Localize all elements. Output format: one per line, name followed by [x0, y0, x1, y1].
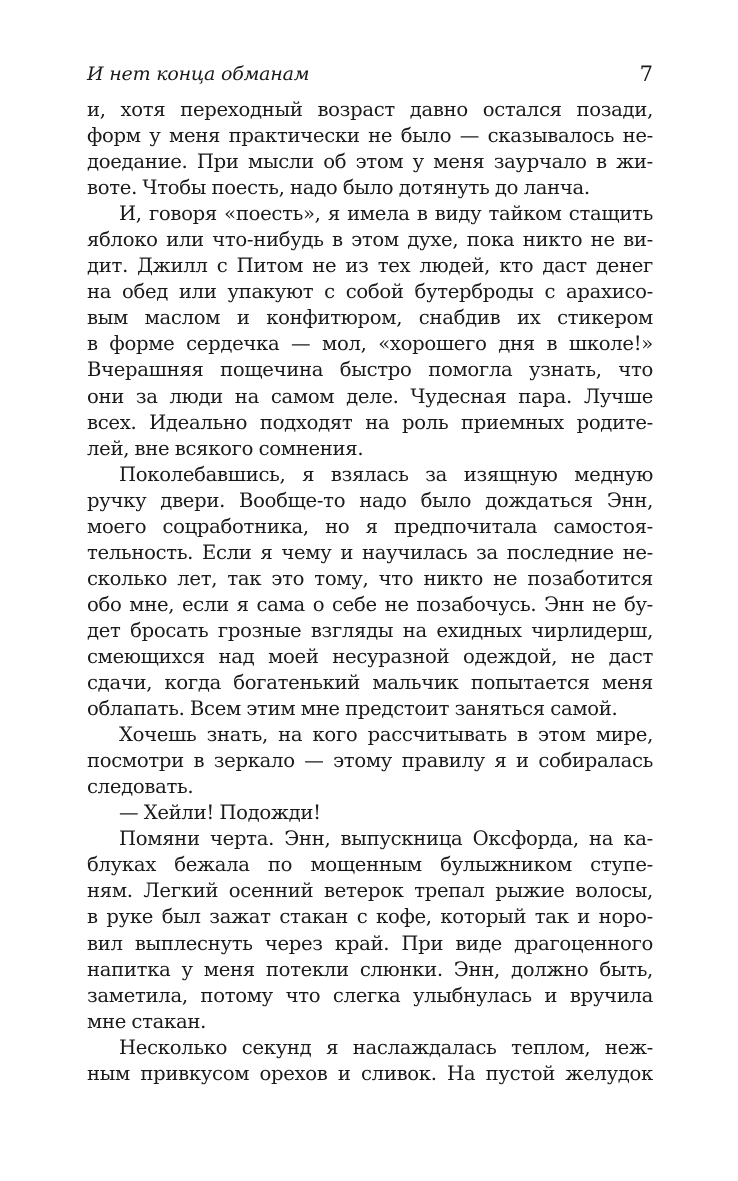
body-text	[87, 97, 653, 1087]
text-line: блуках бежала по мощенным булыжником ступе-	[87, 853, 653, 877]
text-line: лей, вне всякого сомнения.	[87, 436, 364, 460]
text-line: вым маслом и конфитюром, снабдив их стикером	[87, 306, 653, 330]
text-line: обо мне, если я сама о себе не позабочусь. Энн не бу-	[87, 592, 653, 616]
text-line: ручку двери. Вообще-то надо было дождаться Энн,	[87, 488, 653, 512]
text-line: Поколебавшись, я взялась за изящную медную	[119, 462, 653, 486]
running-head	[87, 60, 653, 88]
text-line: моего соцработника, но я предпочитала самостоя-	[87, 514, 653, 538]
running-title: И нет конца обманам	[87, 63, 310, 85]
text-line: — Хейли! Подожди!	[119, 801, 321, 825]
text-line: Помяни черта. Энн, выпускница Оксфорда, на ка-	[119, 827, 653, 851]
text-line: доедание. При мысли об этом у меня заурчало в жи-	[87, 150, 653, 174]
text-line: дит. Джилл с Питом не из тех людей, кто даст денег	[87, 254, 653, 278]
text-line: они за люди на самом деле. Чудесная пара. Лучше	[87, 384, 653, 408]
text-line: воте. Чтобы поесть, надо было дотянуть до ланча.	[87, 176, 590, 200]
page-number: 7	[639, 62, 653, 86]
text-line: сдачи, когда богатенький мальчик попытается меня	[87, 671, 653, 695]
text-line: следовать.	[87, 775, 194, 799]
text-line: и, хотя переходный возраст давно остался позади,	[87, 98, 653, 121]
text-line: в руке был зажат стакан с кофе, который так и норо-	[87, 905, 653, 929]
text-line: всех. Идеально подходят на роль приемных родите-	[87, 410, 653, 434]
text-line: ным привкусом орехов и сливок. На пустой желудок	[87, 1061, 653, 1085]
text-line: вил выплеснуть через край. При виде драгоценного	[87, 931, 653, 955]
text-line: тельность. Если я чему и научилась за последние не-	[87, 540, 653, 564]
text-line: дет бросать грозные взгляды на ехидных чирлидерш,	[87, 618, 653, 642]
text-line: Несколько секунд я наслаждалась теплом, неж-	[119, 1035, 653, 1059]
text-line: облапать. Всем этим мне предстоит заняться самой.	[87, 697, 618, 721]
text-line: Вчерашняя пощечина быстро помогла узнать, что	[87, 358, 653, 382]
text-line: посмотри в зеркало — этому правилу я и собиралась	[87, 749, 653, 773]
text-line: заметила, потому что слегка улыбнулась и вручила	[87, 983, 653, 1007]
text-line: яблоко или что-нибудь в этом духе, пока никто не ви-	[87, 228, 653, 252]
text-line: И, говоря «поесть», я имела в виду тайком стащить	[119, 202, 653, 226]
text-line: ням. Легкий осенний ветерок трепал рыжие волосы,	[87, 879, 653, 903]
text-line: на обед или упакуют с собой бутерброды с арахисо-	[87, 280, 653, 304]
text-line: мне стакан.	[87, 1009, 207, 1033]
text-line: форм у меня практически не было — сказывалось не-	[87, 124, 653, 148]
text-line: смеющихся над моей несуразной одеждой, не даст	[87, 644, 653, 668]
text-line: сколько лет, так это тому, что никто не позаботится	[87, 566, 653, 590]
text-line: в форме сердечка — мол, «хорошего дня в школе!»	[87, 332, 653, 356]
text-line: Хочешь знать, на кого рассчитывать в этом мире,	[119, 723, 653, 747]
text-line: напитка у меня потекли слюнки. Энн, должно быть,	[87, 957, 653, 981]
